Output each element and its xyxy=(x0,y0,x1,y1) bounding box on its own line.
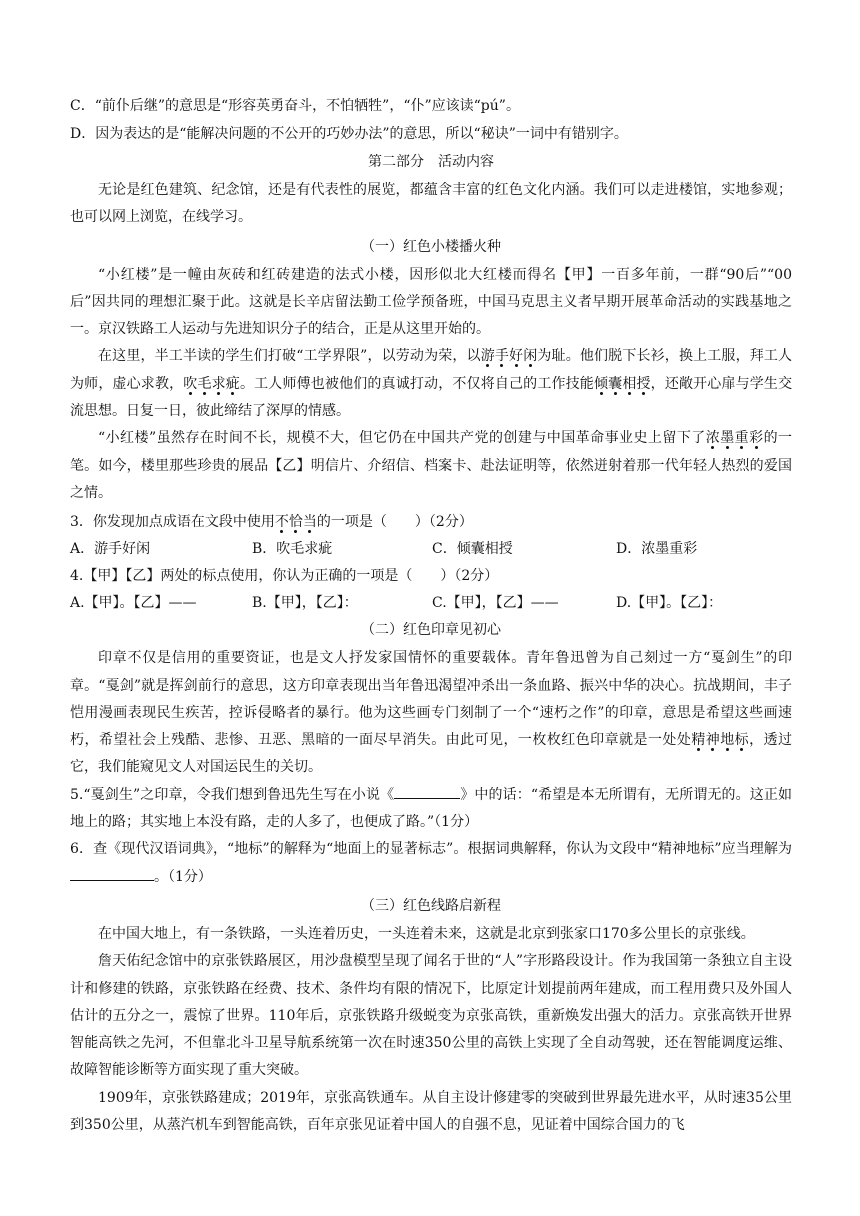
dotted-idiom-3 xyxy=(594,376,651,392)
dotted-idiom-4 xyxy=(706,430,764,446)
dotted-emphasis xyxy=(275,514,317,530)
q3-option-d[interactable]: D．浓墨重彩 xyxy=(616,541,698,558)
text-run: “小红楼”虽然存在时间不长，规模不大，但它仍在中国共产党的创建与中国革命事业史上留下了 xyxy=(98,430,706,447)
option-c: C．“前仆后继”的意思是“形容英勇奋斗，不怕牺牲”，“仆”应该读“pú”。 xyxy=(70,98,520,114)
section1-paragraph-1: “小红楼”是一幢由灰砖和红砖建造的法式小楼，因形似北大红楼而得名【甲】一百多年前，一群“90后”“00后”因共同的理想汇聚于此。这就是长辛店留法勤工俭学预备班，中国马克思主义者早期开展革命活动的实践基地之一。京汉铁路工人运动与先进知识分子的结合，正是从这里开始的。 xyxy=(70,266,792,338)
q3-option-b[interactable]: B．吹毛求疵 xyxy=(252,541,333,558)
q3-option-a[interactable]: A．游手好闲 xyxy=(70,541,151,558)
option-d: D．因为表达的是“能解决问题的不公开的巧妙办法”的意思，所以“秘诀”一词中有错别字。 xyxy=(70,126,628,142)
text-run: 的一笔。如今，楼里那些珍贵的展品【乙】明信片、介绍信、档案卡、赴法证明等，依然迸射着那一代年轻人热烈的爱国之情。 xyxy=(70,430,793,501)
emphasis-char: 神 xyxy=(705,732,721,749)
text-run: 的一项是（ ）（2分） xyxy=(316,514,473,531)
emphasis-char: 疵 xyxy=(225,375,240,392)
text-run: ，还敞开心扉与学生交流思想。日复一日，彼此缔结了深厚的情感。 xyxy=(70,375,793,420)
text-run: 3．你发现加点成语在文段中使用 xyxy=(70,514,275,531)
section3-paragraph-1: 在中国大地上，有一条铁路，一头连着历史，一头连着未来，这就是北京到张家口170多公里长的京张线。 xyxy=(98,925,755,942)
emphasis-char: 吹 xyxy=(183,375,198,392)
emphasis-char: 重 xyxy=(734,430,750,447)
question-4-stem: 4.【甲】【乙】两处的标点使用，你认为正确的一项是（ ）（2分） xyxy=(70,568,499,585)
section1-paragraph-3 xyxy=(70,425,792,507)
text-run: 印章不仅是信用的重要资证，也是文人抒发家国情怀的重要载体。青年鲁迅曾为自己刻过一方“戛剑生”的印章。“戛剑”就是挥剑前行的意思，这方印章表现出当年鲁迅渴望冲杀出一条血路、振兴中华的决心。抗战期间，丰子恺用漫画表现民生疾苦，控诉侵略者的暴行。他为这些画专门刻制了一个“速朽之作”的印章，意思是希望这些画速朽，希望社会上残酷、悲惨、丑恶、黑暗的一面尽早消失。由此可见，一枚枚红色印章就是一处处 xyxy=(70,650,792,749)
dotted-term xyxy=(691,732,749,748)
q4-option-c[interactable]: C.【甲】，【乙】—— xyxy=(432,595,559,612)
exam-page xyxy=(70,96,792,1139)
question-3-stem xyxy=(70,512,792,532)
text-run: 为耻。他们脱下长衫，换上工服，拜工人为师，虚心求教， xyxy=(70,348,793,392)
part2-heading: 第二部分 活动内容 xyxy=(368,154,494,170)
text-run: 在这里，半工半读的学生们打破“工学界限”，以劳动为荣，以 xyxy=(98,348,481,365)
section1-heading: （一）红色小楼播火种 xyxy=(361,238,501,255)
emphasis-char: 浓 xyxy=(705,430,721,447)
emphasis-char: 彩 xyxy=(749,430,764,447)
text-run: 。工人师傅也被他们的真诚打动，不仅将自己的工作技能 xyxy=(239,375,594,392)
text-run: 》中的话：“希望是本无所谓有，无所谓无的。这正如地上的路；其实地上本没有路，走的人多了，也便成了路。”（1分） xyxy=(70,786,793,831)
emphasis-char: 标 xyxy=(734,732,750,749)
question-4-options xyxy=(70,592,792,614)
emphasis-char: 好 xyxy=(509,348,524,365)
question-5 xyxy=(70,782,792,837)
question-3-options xyxy=(70,538,792,560)
emphasis-char: 当 xyxy=(302,514,317,531)
part2-intro: 无论是红色建筑、纪念馆，还是有代表性的展览，都蕴含丰富的红色文化内涵。我们可以走进楼馆，实地参观；也可以网上浏览，在线学习。 xyxy=(70,182,792,226)
emphasis-char: 毛 xyxy=(197,375,212,392)
answer-blank[interactable] xyxy=(394,784,460,799)
emphasis-char: 闲 xyxy=(523,348,538,365)
emphasis-char: 手 xyxy=(494,348,510,365)
dotted-idiom-1 xyxy=(481,348,538,364)
question-6 xyxy=(70,836,792,891)
text-run: 6．查《现代汉语词典》，“地标”的解释为“地面上的显著标志”。根据词典解释，你认为文段中“精神地标”应当理解为 xyxy=(70,841,792,858)
text-run: 。（1分） xyxy=(154,868,212,885)
dotted-idiom-2 xyxy=(183,376,240,392)
emphasis-char: 授 xyxy=(636,375,651,392)
section3-heading: （三）红色线路启新程 xyxy=(361,897,501,914)
emphasis-char: 求 xyxy=(211,375,226,392)
emphasis-char: 游 xyxy=(480,348,495,365)
emphasis-char: 相 xyxy=(622,375,637,392)
emphasis-char: 精 xyxy=(691,732,706,749)
section3-paragraph-2: 詹天佑纪念馆中的京张铁路展区，用沙盘模型呈现了闻名于世的“人”字形路段设计。作为我国第一条独立自主设计和修建的铁路，京张铁路在经费、技术、条件均有限的情况下，比原定计划提前两年建成，而工程用费只及外国人估计的五分之一，震惊了世界。110年后，京张铁路升级蜕变为京张高铁，重新焕发出强大的活力。京张高铁开世界智能高铁之先河，不但靠北斗卫星导航系统第一次在时速350公里的高铁上实现了全自动驾驶，还在智能调度运维、故障智能诊断等方面实现了重大突破。 xyxy=(70,953,792,1079)
text-run: ，透过它，我们能窥见文人对国运民生的关切。 xyxy=(70,732,793,776)
emphasis-char: 不 xyxy=(274,514,289,531)
text-run: 5.“戛剑生”之印章，令我们想到鲁迅先生写在小说《 xyxy=(70,786,395,803)
emphasis-char: 地 xyxy=(720,732,735,749)
q4-option-d[interactable]: D.【甲】。【乙】： xyxy=(616,595,723,612)
emphasis-char: 恰 xyxy=(288,514,303,531)
section3-paragraph-3: 1909年，京张铁路建成；2019年，京张高铁通车。从自主设计修建零的突破到世界最先进水平，从时速35公里到350公里，从蒸汽机车到智能高铁，百年京张见证着中国人的自强不息，见证着中国综合国力的飞 xyxy=(70,1089,792,1134)
emphasis-char: 囊 xyxy=(608,375,623,392)
section1-paragraph-2 xyxy=(70,343,792,425)
emphasis-char: 倾 xyxy=(593,375,609,392)
section2-paragraph xyxy=(70,645,792,781)
answer-blank[interactable] xyxy=(70,866,154,881)
section2-heading: （二）红色印章见初心 xyxy=(361,622,501,639)
q4-option-a[interactable]: A.【甲】。【乙】—— xyxy=(70,595,197,612)
q3-option-c[interactable]: C．倾囊相授 xyxy=(432,541,513,558)
q4-option-b[interactable]: B.【甲】，【乙】： xyxy=(252,595,358,612)
emphasis-char: 墨 xyxy=(720,430,735,447)
